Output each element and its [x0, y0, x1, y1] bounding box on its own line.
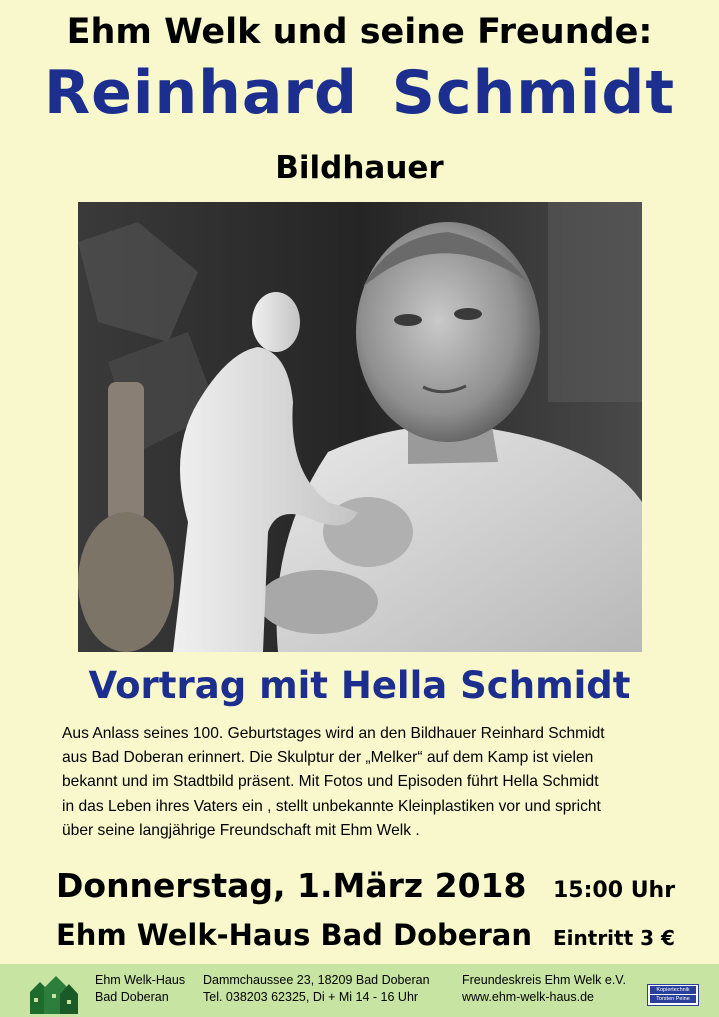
footer-org-line: Bad Doberan [95, 990, 169, 1004]
footer-club-name: Freundeskreis Ehm Welk e.V. [462, 973, 626, 987]
event-time: 15:00 Uhr [553, 878, 676, 903]
description-line: in das Leben ihres Vaters ein , stellt unbekannte Kleinplastiken vor und spricht [62, 797, 601, 815]
event-venue: Ehm Welk-Haus Bad Doberan [56, 918, 532, 952]
footer-address [203, 972, 430, 1006]
event-date: Donnerstag, 1.März 2018 [56, 866, 527, 905]
footer-org [95, 972, 185, 1006]
sponsor-badge [647, 984, 699, 1006]
sculptor-photo [78, 202, 642, 652]
footer-phone-line: Tel. 038203 62325, Di + Mi 14 - 16 Uhr [203, 990, 419, 1004]
profession-label: Bildhauer [275, 150, 444, 186]
footer-club [462, 972, 626, 1006]
description-line: über seine langjährige Freundschaft mit Ehm Welk . [62, 821, 420, 839]
series-title: Ehm Welk und seine Freunde: [66, 12, 653, 52]
description-line: Aus Anlass seines 100. Geburtstages wird an den Bildhauer Reinhard Schmidt [62, 725, 605, 742]
footer-address-line: Dammchaussee 23, 18209 Bad Doberan [203, 973, 430, 987]
sponsor-badge-line: Kopiertechnik [650, 986, 696, 994]
house-logo-icon [28, 968, 80, 1016]
sponsor-badge-line: Torsten Peine [650, 995, 696, 1003]
talk-description [62, 722, 682, 843]
footer-org-line: Ehm Welk-Haus [95, 973, 186, 987]
footer [0, 964, 719, 1017]
description-line: aus Bad Doberan erinnert. Die Skulptur der „Melker“ auf dem Kamp ist vielen [62, 749, 594, 767]
footer-website-link[interactable]: www.ehm-welk-haus.de [462, 990, 594, 1004]
talk-title: Vortrag mit Hella Schmidt [88, 664, 631, 707]
artist-name-title: Reinhard Schmidt [43, 58, 676, 128]
description-line: bekannt und im Stadtbild präsent. Mit Fotos und Episoden führt Hella Schmidt [62, 773, 599, 791]
entry-fee: Eintritt 3 € [553, 926, 675, 950]
